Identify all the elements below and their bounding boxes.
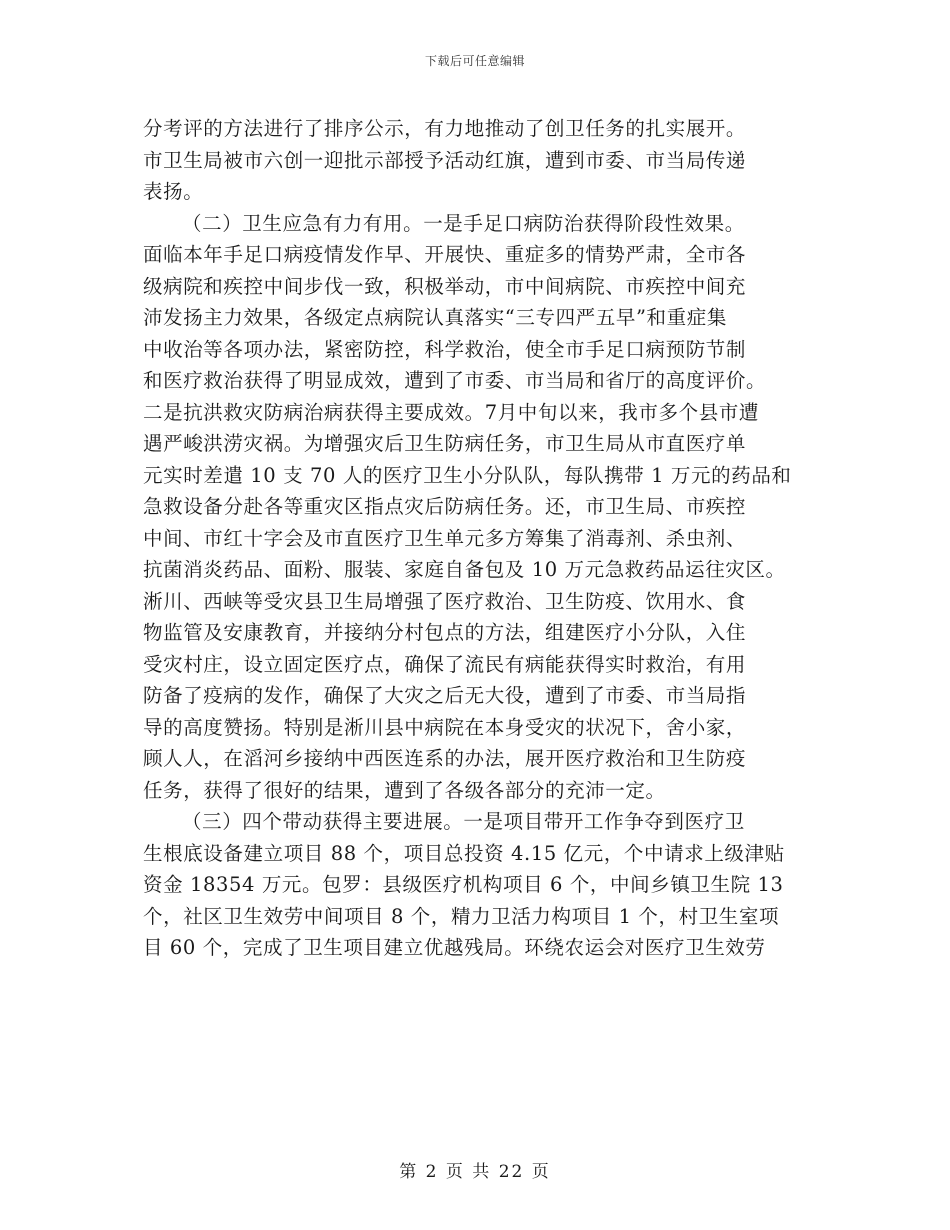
text-line: 和医疗救治获得了明显成效，遭到了市委、市当局和省厅的高度评价。	[143, 369, 767, 392]
text-line: 任务，获得了很好的结果，遭到了各级各部分的充沛一定。	[143, 778, 666, 802]
text-line: 生根底设备建立项目 88 个，项目总投资 4.15 亿元，个中请求上级津贴	[143, 841, 785, 865]
text-line: 目 60 个，完成了卫生项目建立优越残局。环绕农运会对医疗卫生效劳	[143, 936, 766, 959]
text-line: 防备了疫病的发作，确保了大灾之后无大役，遭到了市委、市当局指	[143, 684, 747, 707]
text-line: 沛发扬主力效果，各级定点病院认真落实“三专四严五早”和重症集	[143, 306, 727, 329]
text-line: 面临本年手足口病疫情发作早、开展快、重症多的情势严肃，全市各	[143, 243, 747, 266]
text-line: 导的高度赞扬。特别是淅川县中病院在本身受灾的状况下，舍小家，	[143, 715, 747, 739]
text-line: 市卫生局被市六创一迎批示部授予活动红旗，遭到市委、市当局传递	[143, 148, 747, 172]
text-line: 顾人人，在滔河乡接纳中西医连系的办法，展开医疗救治和卫生防疫	[143, 747, 747, 770]
document-body	[143, 113, 823, 964]
text-line: 二是抗洪救灾防病治病获得主要成效。7月中旬以来，我市多个县市遭	[143, 400, 760, 424]
text-line: 中间、市红十字会及市直医疗卫生单元多方筹集了消毒剂、杀虫剂、	[143, 526, 747, 550]
section-heading-line: （二）卫生应急有力有用。一是手足口病防治获得阶段性效果。	[182, 211, 745, 235]
text-line: 资金 18354 万元。包罗：县级医疗机构项目 6 个，中间乡镇卫生院 13	[143, 873, 784, 896]
text-line: 级病院和疾控中间步伐一致，积极举动，市中间病院、市疾控中间充	[143, 274, 747, 298]
text-line: 遇严峻洪涝灾祸。为增强灾后卫生防病任务，市卫生局从市直医疗单	[143, 432, 747, 455]
text-line: 受灾村庄，设立固定医疗点，确保了流民有病能获得实时救治，有用	[143, 652, 747, 676]
text-line: 抗菌消炎药品、面粉、服装、家庭自备包及 10 万元急救药品运往灾区。	[143, 558, 786, 581]
text-line: 急救设备分赴各等重灾区指点灾后防病任务。还，市卫生局、市疾控	[143, 495, 747, 518]
text-line: 中收治等各项办法，紧密防控，科学救治，使全市手足口病预防节制	[143, 337, 747, 361]
section-heading-line: （三）四个带动获得主要进展。一是项目带开工作争夺到医疗卫	[182, 810, 745, 833]
text-line: 淅川、西峡等受灾县卫生局增强了医疗救治、卫生防疫、饮用水、食	[143, 589, 747, 613]
text-line: 个，社区卫生效劳中间项目 8 个，精力卫活力构项目 1 个，村卫生室项	[143, 904, 780, 928]
page-number-footer: 第 2 页 共 22 页	[399, 1162, 551, 1182]
text-line: 元实时差遣 10 支 70 人的医疗卫生小分队队，每队携带 1 万元的药品和	[143, 463, 792, 487]
text-line: 表扬。	[143, 180, 204, 203]
text-line: 物监管及安康教育，并接纳分村包点的方法，组建医疗小分队，入住	[143, 621, 747, 644]
page-header: 下载后可任意编辑	[424, 54, 525, 68]
text-line: 分考评的方法进行了排序公示，有力地推动了创卫任务的扎实展开。	[143, 117, 747, 140]
